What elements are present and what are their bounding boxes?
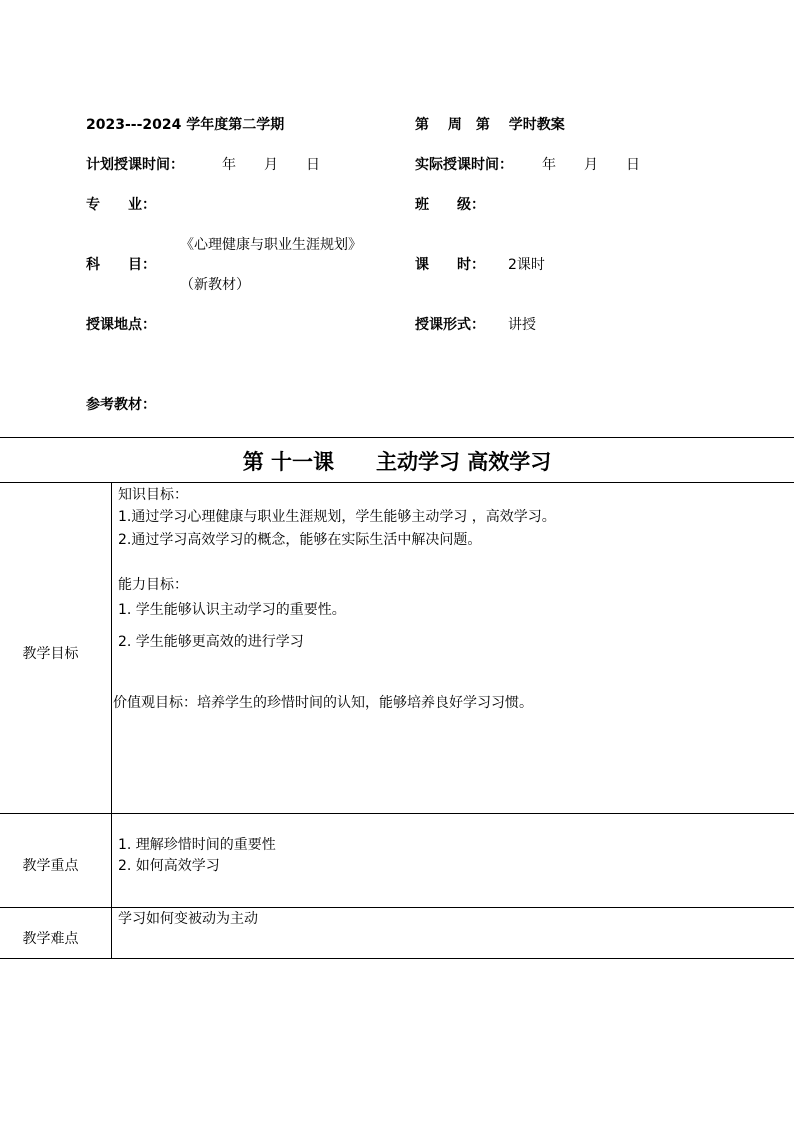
hours-label: 课 时： [415,257,485,273]
planned-time-value: 年 月 日 [222,157,320,173]
table-divider [0,813,794,814]
knowledge-heading: 知识目标： [118,487,188,503]
hours-value: 2课时 [508,257,545,273]
location-label: 授课地点： [86,317,156,333]
key-points-row-label: 教学重点 [22,858,79,874]
table-divider [0,482,794,483]
difficulties-row-label: 教学难点 [22,931,79,947]
subject-value-line2: （新教材） [180,277,250,293]
actual-time-value: 年 月 日 [542,157,640,173]
major-label: 专 业： [86,197,156,213]
knowledge-item: 2.通过学习高效学习的概念，能够在实际生活中解决问题。 [118,532,482,548]
table-column-divider [111,482,112,959]
table-bottom-border [0,958,794,959]
objectives-row-label: 教学目标 [22,646,79,662]
form-label: 授课形式： [415,317,485,333]
ability-item: 2. 学生能够更高效的进行学习 [118,634,304,650]
key-point-item: 1. 理解珍惜时间的重要性 [118,837,276,853]
ability-item: 1. 学生能够认识主动学习的重要性。 [118,602,346,618]
lesson-title: 第 十一课 主动学习 高效学习 [242,450,552,474]
term-label: 2023---2024 学年度第二学期 [86,117,285,133]
actual-time-label: 实际授课时间： [415,157,513,173]
subject-label: 科 目： [86,257,156,273]
subject-value-line1: 《心理健康与职业生涯规划》 [180,237,362,253]
key-point-item: 2. 如何高效学习 [118,858,220,874]
reference-label: 参考教材： [86,397,156,413]
table-top-border [0,437,794,438]
values-objective: 价值观目标：培养学生的珍惜时间的认知，能够培养良好学习习惯。 [113,695,533,711]
knowledge-item: 1.通过学习心理健康与职业生涯规划，学生能够主动学习 ，高效学习。 [118,509,556,525]
difficulty-text: 学习如何变被动为主动 [118,911,258,927]
ability-heading: 能力目标： [118,577,188,593]
class-label: 班 级： [415,197,485,213]
week-label: 第 周 第 学时教案 [415,117,565,133]
form-value: 讲授 [508,317,536,333]
planned-time-label: 计划授课时间： [86,157,184,173]
